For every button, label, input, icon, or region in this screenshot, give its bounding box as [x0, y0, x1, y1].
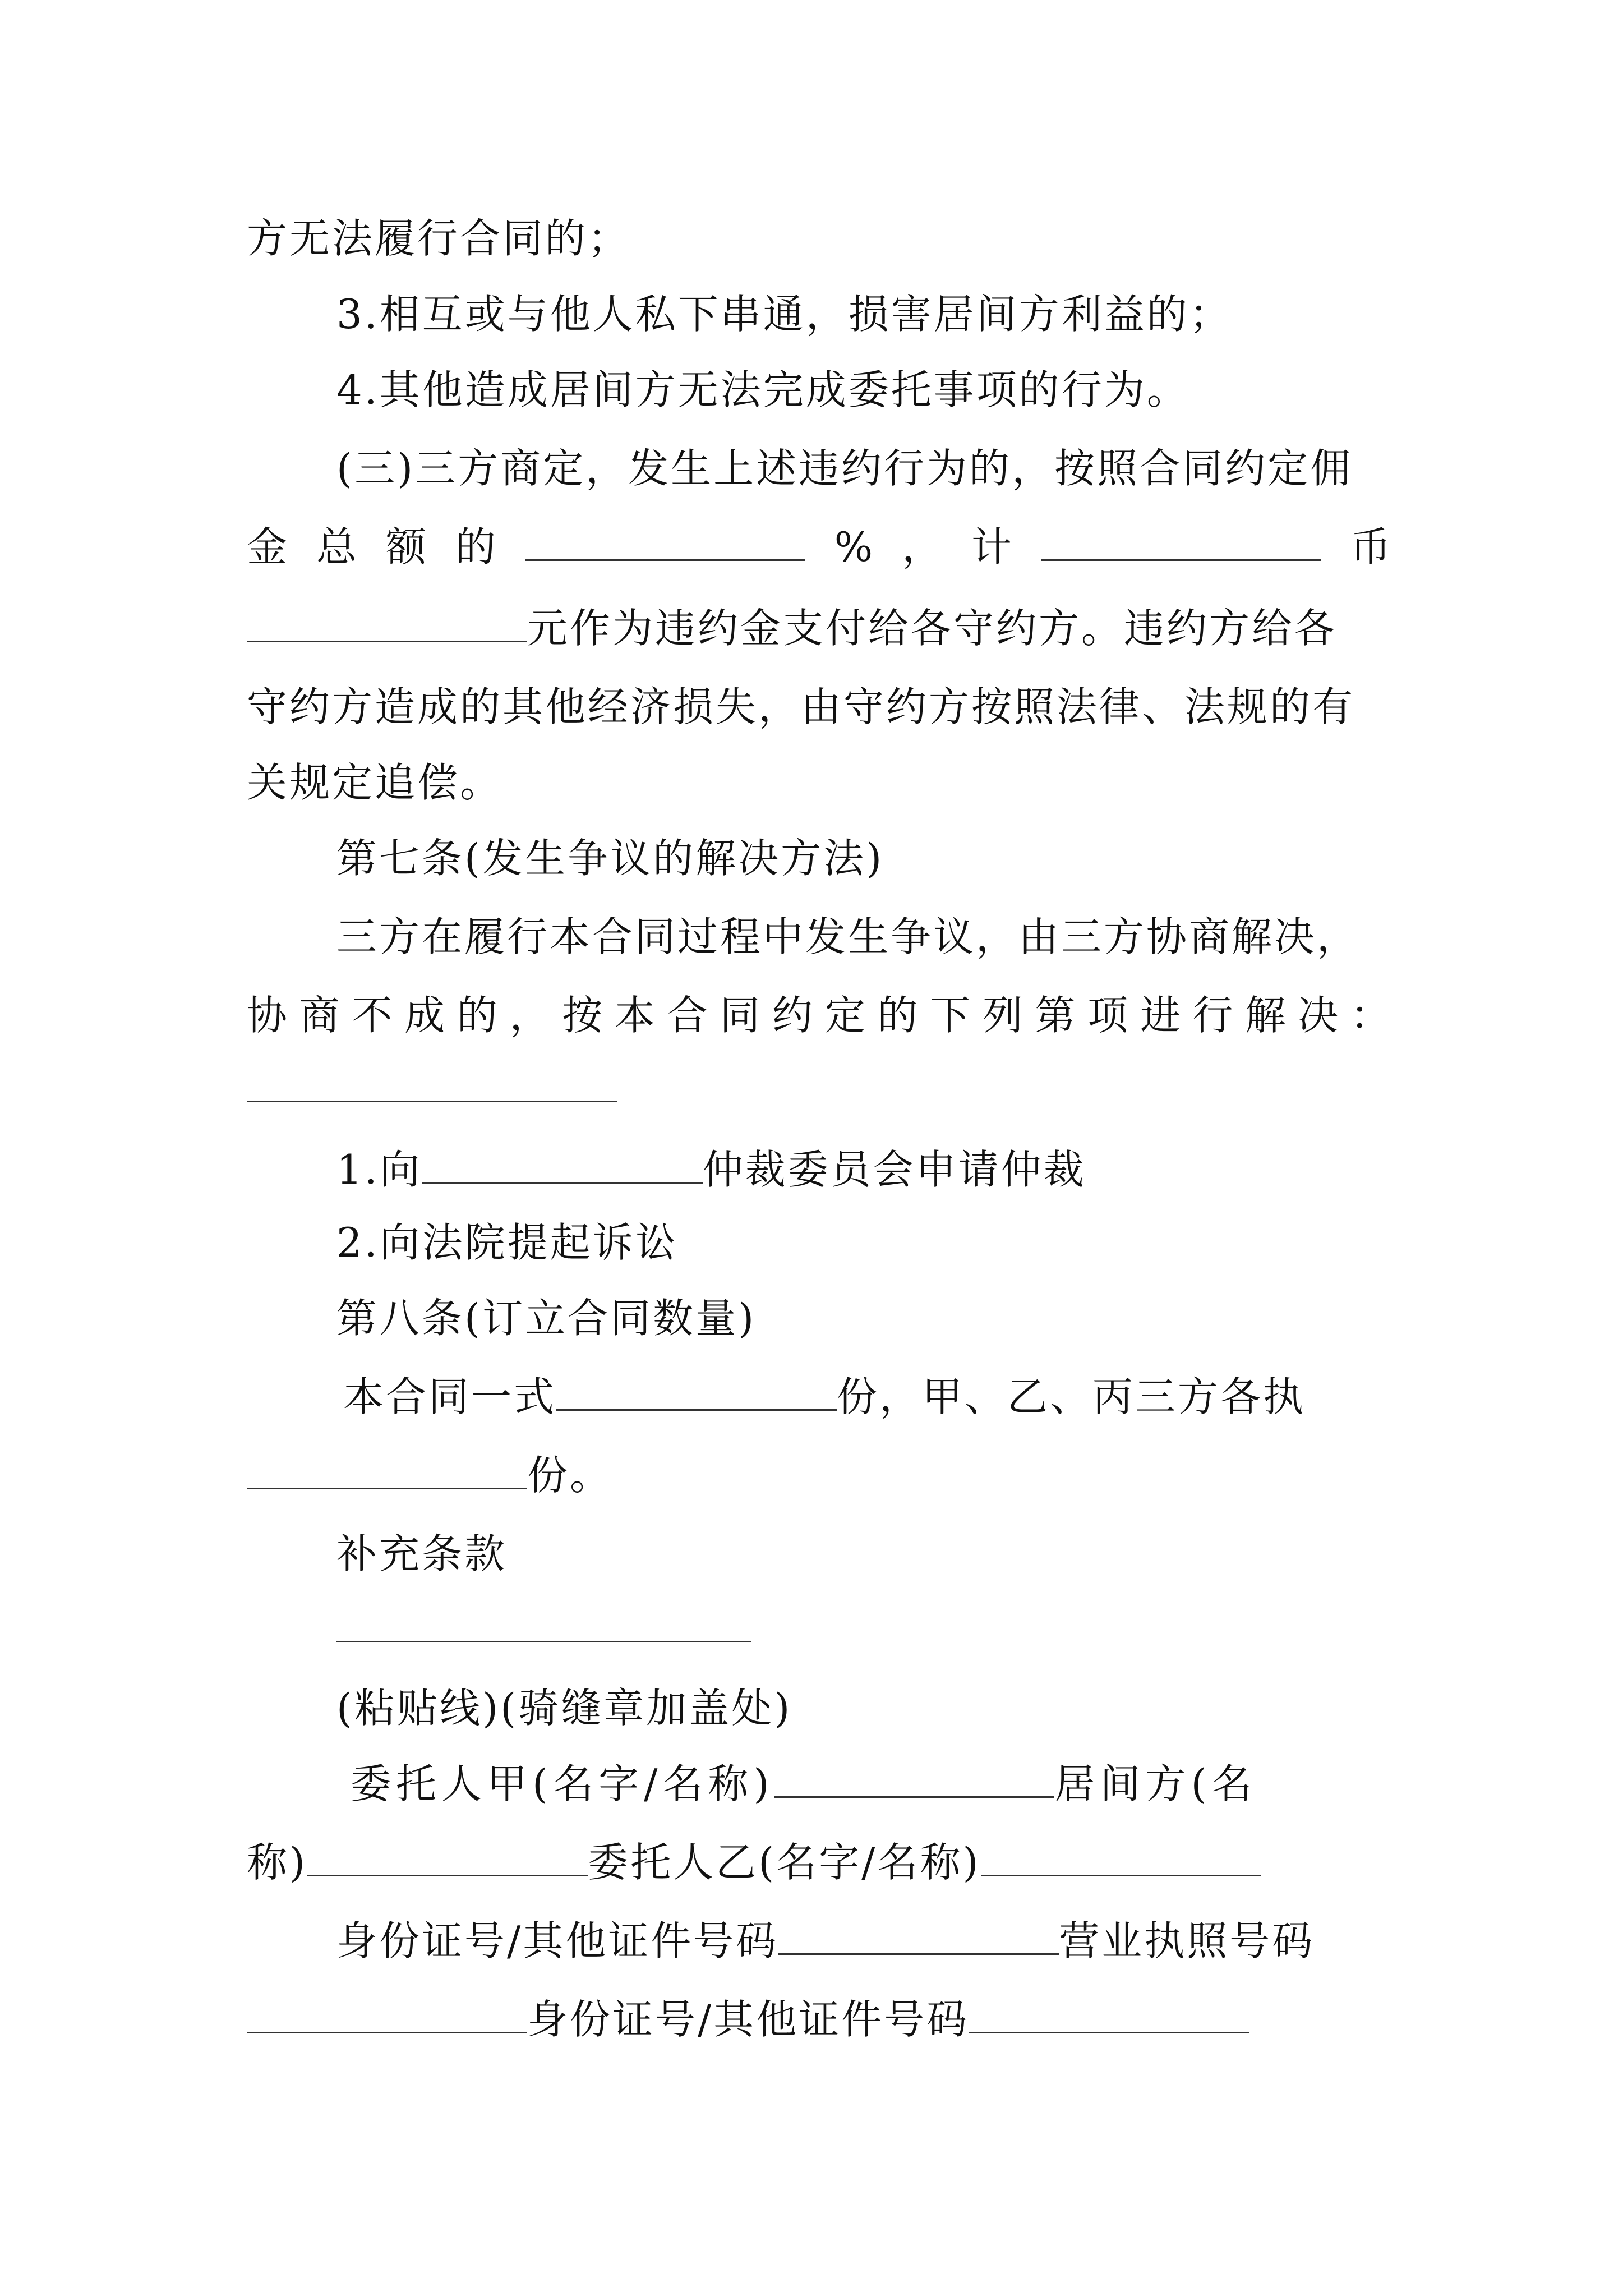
- fill-blank-business-license[interactable]: [247, 1997, 527, 2033]
- fill-blank-copies-total[interactable]: [556, 1374, 837, 1411]
- char: 按: [562, 992, 603, 1039]
- text-line-spread: [247, 987, 1391, 1043]
- char: ：: [1350, 992, 1391, 1039]
- text-line: [247, 1447, 1391, 1503]
- char: 商: [299, 992, 340, 1039]
- char: 的: [457, 992, 497, 1039]
- line-text: (粘贴线)(骑缝章加盖处): [336, 1685, 792, 1732]
- fill-blank-copies-each[interactable]: [247, 1453, 527, 1489]
- line-text: 元作为违约金支付给各守约方。违约方给各: [527, 605, 1338, 652]
- line-text: 第七条(发生争议的解决方法): [336, 835, 884, 882]
- line-text: 三方在履行本合同过程中发生争议，由三方协商解决，: [336, 913, 1360, 960]
- line-text: 份。: [527, 1452, 613, 1499]
- char: 列: [982, 992, 1023, 1039]
- text-line-spread: [247, 519, 1391, 575]
- line-text: 守约方造成的其他经济损失，由守约方按照法律、法规的有: [247, 683, 1355, 730]
- char: 本: [614, 992, 655, 1039]
- line-text: 身份证号/其他证件号码: [527, 1996, 970, 2043]
- line-text: 称): [247, 1839, 308, 1886]
- fill-blank-arbitration[interactable]: [422, 1147, 703, 1184]
- char: 同: [720, 992, 760, 1039]
- line-text: 4.其他造成居间方无法完成委托事项的行为。: [336, 366, 1189, 413]
- line-text: 委托人乙(名字/名称): [588, 1839, 981, 1886]
- text-line: [343, 1369, 1398, 1425]
- text-line: [336, 909, 1391, 965]
- text-line: [247, 1991, 1391, 2047]
- char: 计: [971, 523, 1012, 570]
- section-heading: [336, 1526, 1391, 1582]
- text-line: [351, 1756, 1405, 1812]
- char: 约: [772, 992, 813, 1039]
- text-line: [336, 1913, 1391, 1969]
- fill-blank-dispute-option[interactable]: [247, 1101, 617, 1102]
- text-line: [247, 600, 1391, 656]
- text-line: [247, 679, 1391, 735]
- line-text: 关规定追偿。: [247, 759, 503, 806]
- fill-blank-client-b-name[interactable]: [981, 1840, 1261, 1876]
- fill-blank-amount[interactable]: [1041, 524, 1321, 561]
- char: 的: [877, 992, 918, 1039]
- fill-blank-percent[interactable]: [525, 524, 805, 561]
- char: 下: [930, 992, 971, 1039]
- fill-blank-supplementary[interactable]: [336, 1641, 751, 1642]
- section-heading: [336, 830, 1391, 886]
- text-line: [247, 1834, 1391, 1890]
- line-text: 3.相互或与他人私下串通，损害居间方利益的；: [336, 291, 1232, 338]
- line-text: 身份证号/其他证件号码: [336, 1917, 779, 1964]
- char: 合: [667, 992, 708, 1039]
- line-text: 本合同一式: [343, 1373, 557, 1420]
- char: 的: [455, 523, 496, 570]
- char: 决: [1298, 992, 1339, 1039]
- line-text: 补充条款: [336, 1530, 508, 1577]
- char: 金: [247, 523, 288, 570]
- text-line: [247, 210, 1391, 266]
- text-line: [336, 1142, 1391, 1198]
- char: 不: [352, 992, 393, 1039]
- char: 第: [1035, 992, 1076, 1039]
- text-line: [336, 1214, 1391, 1271]
- line-text: 第八条(订立合同数量): [336, 1295, 757, 1342]
- text-line: [247, 754, 1391, 811]
- line-text: (三)三方商定，发生上述违约行为的，按照合同约定佣: [336, 445, 1353, 492]
- fill-blank-client-b-id[interactable]: [969, 1997, 1249, 2033]
- line-text: 方无法履行合同的；: [247, 215, 631, 262]
- line-text: 份，甲、乙、丙三方各执: [837, 1373, 1306, 1420]
- char: 行: [1192, 992, 1233, 1039]
- text-line: [336, 362, 1391, 418]
- fill-blank-client-a-name[interactable]: [774, 1761, 1054, 1798]
- fill-blank-yuan[interactable]: [247, 606, 527, 642]
- text-line: [336, 440, 1391, 496]
- fill-blank-intermediary-name[interactable]: [307, 1840, 588, 1876]
- char: 项: [1087, 992, 1128, 1039]
- line-text: 1.向: [336, 1146, 422, 1193]
- char: 协: [247, 992, 288, 1039]
- fill-blank-client-a-id[interactable]: [778, 1918, 1059, 1955]
- line-text: 委托人甲(名字/名称): [351, 1760, 774, 1807]
- line-text: 营业执照号码: [1059, 1917, 1315, 1964]
- char: 定: [824, 992, 865, 1039]
- line-text: 居间方(名: [1054, 1760, 1257, 1807]
- text-line: [336, 286, 1391, 342]
- char: 进: [1140, 992, 1181, 1039]
- char: 解: [1245, 992, 1286, 1039]
- comma: ，: [902, 523, 943, 570]
- currency-char: 币: [1350, 523, 1391, 570]
- char: 额: [385, 523, 426, 570]
- line-text: 2.向法院提起诉讼: [336, 1219, 678, 1266]
- char: ，: [509, 992, 550, 1039]
- char: 总: [316, 523, 357, 570]
- text-line: [336, 1680, 1391, 1736]
- section-heading: [336, 1290, 1391, 1346]
- percent-sign: %: [834, 523, 873, 570]
- line-text: 仲裁委员会申请仲裁: [702, 1146, 1086, 1193]
- char: 成: [404, 992, 445, 1039]
